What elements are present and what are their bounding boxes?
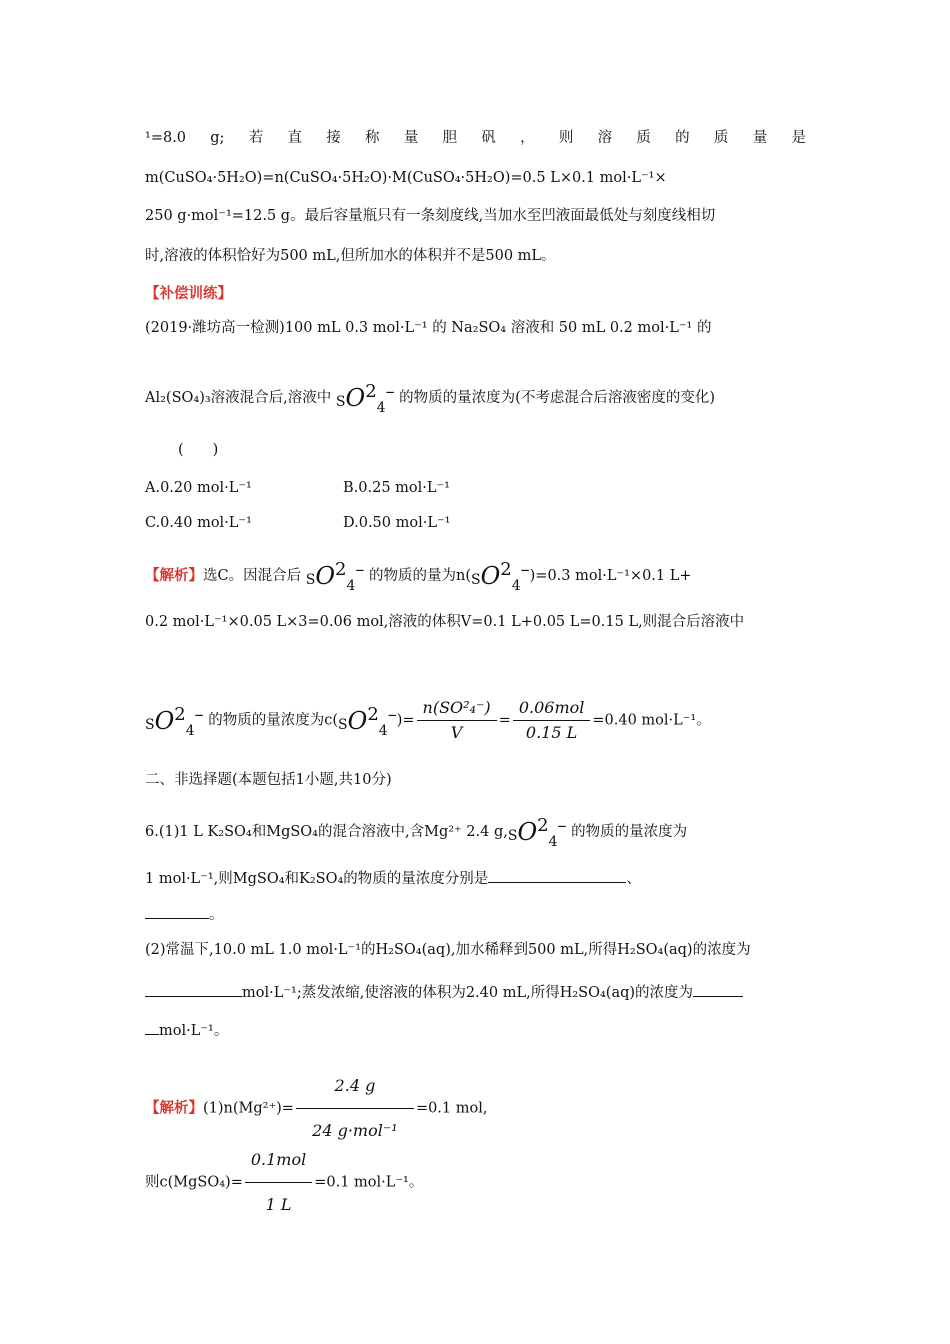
text-line-4: 时,溶液的体积恰好为500 mL,但所加水的体积并不是500 mL。 bbox=[145, 248, 556, 264]
question-6-line-6 bbox=[145, 1020, 228, 1041]
text: 。 bbox=[209, 907, 224, 923]
option-a: A.0.20 mol·L⁻¹ bbox=[145, 480, 252, 496]
text: 1 mol·L⁻¹,则MgSO₄和K₂SO₄的物质的量浓度分别是 bbox=[145, 871, 489, 887]
analysis2-line-2 bbox=[145, 1140, 423, 1225]
section-tag-supplement: 【补偿训练】 bbox=[145, 286, 232, 302]
analysis-line-3 bbox=[145, 698, 711, 743]
text: (1)n(Mg²⁺)= bbox=[203, 1100, 294, 1117]
section-heading-nonchoice: 二、非选择题(本题包括1小题,共10分) bbox=[145, 772, 392, 788]
text: mol·L⁻¹。 bbox=[159, 1023, 229, 1039]
question-6-line-4: (2)常温下,10.0 mL 1.0 mol·L⁻¹的H₂SO₄(aq),加水稀释到500 mL,所得H₂SO₄(aq)的浓度为 bbox=[145, 942, 751, 958]
text: 若 bbox=[248, 130, 264, 146]
sulfate-ion-formula: $SO^2_4^-$ bbox=[507, 815, 567, 850]
text: Al₂(SO₄)₃溶液混合后,溶液中 bbox=[145, 390, 332, 406]
text: 的物质的量为n( bbox=[368, 568, 471, 584]
sulfate-ion-formula: $SO^2_4^-$ bbox=[145, 703, 204, 739]
sulfate-ion-formula: $SO^2_4^-$ bbox=[338, 703, 397, 739]
question-6-line-1 bbox=[145, 812, 687, 848]
text: 是 bbox=[791, 130, 806, 146]
text: ¹=8.0 bbox=[145, 130, 187, 146]
text: =0.40 mol·L⁻¹。 bbox=[592, 712, 711, 729]
text: 的物质的量浓度为 bbox=[571, 824, 688, 840]
question-6-line-5 bbox=[145, 982, 743, 1003]
analysis2-line-1 bbox=[145, 1066, 487, 1151]
answer-blank-4[interactable] bbox=[693, 982, 743, 997]
text: )=0.3 mol·L⁻¹×0.1 L+ bbox=[529, 568, 692, 584]
answer-blank-1[interactable] bbox=[488, 868, 626, 883]
text-line-7 bbox=[145, 378, 715, 414]
answer-blank-2[interactable] bbox=[145, 904, 209, 919]
text: =0.1 mol, bbox=[415, 1100, 488, 1117]
text: 矾 bbox=[481, 130, 496, 146]
text: 的物质的量浓度为(不考虑混合后溶液密度的变化) bbox=[399, 390, 715, 406]
option-c: C.0.40 mol·L⁻¹ bbox=[145, 515, 252, 531]
option-d: D.0.50 mol·L⁻¹ bbox=[343, 515, 451, 531]
text-line-6: (2019·潍坊高一检测)100 mL 0.3 mol·L⁻¹ 的 Na₂SO₄ 溶液和 50 mL 0.2 mol·L⁻¹ 的 bbox=[145, 320, 712, 336]
text: 的物质的量浓度为c( bbox=[208, 712, 339, 729]
fraction-mass-over-molar-mass: $\frac{2.4 g}{\text{24 g·mol⁻¹}}$ bbox=[296, 1066, 414, 1151]
text: = bbox=[498, 712, 511, 729]
sulfate-ion-formula: $SO^2_4^-$ bbox=[335, 381, 395, 416]
question-6-line-3 bbox=[145, 904, 224, 925]
analysis-line-1 bbox=[145, 556, 692, 592]
text: mol·L⁻¹;蒸发浓缩,使溶液的体积为2.40 mL,所得H₂SO₄(aq)的浓度为 bbox=[242, 985, 694, 1001]
text: 选C。因混合后 bbox=[203, 568, 302, 584]
analysis-tag: 【解析】 bbox=[145, 568, 203, 584]
text: 6.(1)1 L K₂SO₄和MgSO₄的混合溶液中,含Mg²⁺ 2.4 g, bbox=[145, 824, 508, 840]
text: 质 bbox=[636, 130, 651, 146]
analysis-line-2: 0.2 mol·L⁻¹×0.05 L×3=0.06 mol,溶液的体积V=0.1 L+0.05 L=0.15 L,则混合后溶液中 bbox=[145, 614, 745, 630]
text-line-2: m(CuSO₄·5H₂O)=n(CuSO₄·5H₂O)·M(CuSO₄·5H₂O)=0.5 L×0.1 mol·L⁻¹× bbox=[145, 170, 667, 186]
sulfate-ion-formula: $SO^2_4^-$ bbox=[470, 559, 530, 594]
text: 溶 bbox=[597, 130, 613, 146]
text: 量 bbox=[752, 130, 768, 146]
text-line-1 bbox=[145, 128, 806, 148]
text: 胆 bbox=[442, 130, 458, 146]
text: 则 bbox=[558, 130, 574, 146]
text: 质 bbox=[713, 130, 729, 146]
text: 、 bbox=[626, 871, 641, 887]
text: ， bbox=[520, 130, 535, 146]
text: =0.1 mol·L⁻¹。 bbox=[314, 1174, 424, 1191]
fraction-mol-over-volume: $\frac{\text{0.06mol}}{0.15 L}$ bbox=[513, 698, 591, 743]
answer-blank-4-cont[interactable] bbox=[145, 1020, 159, 1035]
text: 量 bbox=[403, 130, 419, 146]
text: 的 bbox=[675, 130, 690, 146]
answer-brackets: ( ) bbox=[178, 442, 219, 458]
analysis-tag: 【解析】 bbox=[145, 1100, 203, 1117]
text: 则c(MgSO₄)= bbox=[145, 1174, 243, 1191]
text-line-3: 250 g·mol⁻¹=12.5 g。最后容量瓶只有一条刻度线,当加水至凹液面最低处与刻度线相切 bbox=[145, 208, 716, 224]
fraction-mol-over-liter: $\frac{\text{0.1mol}}{1 L}$ bbox=[245, 1140, 312, 1225]
text: 直 bbox=[287, 130, 302, 146]
text: 称 bbox=[365, 130, 380, 146]
answer-blank-3[interactable] bbox=[145, 982, 242, 997]
text: g; bbox=[210, 130, 225, 146]
text: )= bbox=[396, 712, 415, 729]
sulfate-ion-formula: $SO^2_4^-$ bbox=[305, 559, 365, 594]
text: 接 bbox=[326, 130, 341, 146]
fraction-n-over-v: $\frac{\text{n(SO²₄⁻)}}{V}$ bbox=[417, 698, 497, 743]
question-6-line-2 bbox=[145, 868, 641, 889]
option-b: B.0.25 mol·L⁻¹ bbox=[343, 480, 450, 496]
